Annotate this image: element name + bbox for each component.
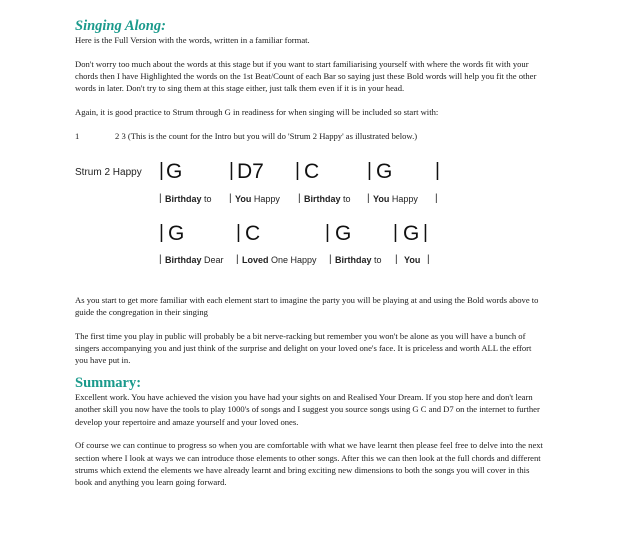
- chord: C: [304, 159, 320, 183]
- strum-chart: [75, 146, 545, 294]
- lyric: Birthday to: [335, 254, 382, 265]
- bar-line: |: [159, 159, 164, 181]
- chord: G: [168, 221, 185, 245]
- chord: G: [335, 221, 352, 245]
- lyric-bar: |: [229, 192, 232, 204]
- summary-heading: Summary:: [75, 375, 142, 392]
- lyric-bar: |: [159, 192, 162, 204]
- intro-text: Here is the Full Version with the words, written in a familiar format.: [75, 35, 310, 45]
- bar-line: |: [367, 159, 372, 181]
- bar-line: |: [423, 221, 428, 243]
- lyric: Birthday Dear: [165, 254, 224, 265]
- singing-paragraph-2: Again, it is good practice to Strum through G in readiness for when singing will be included so start with:: [75, 106, 439, 117]
- page: [75, 18, 545, 488]
- lyric: You Happy: [235, 193, 280, 204]
- lyric-bar: |: [367, 192, 370, 204]
- chord: C: [245, 221, 261, 245]
- chord: G: [376, 159, 393, 183]
- bar-line: |: [229, 159, 234, 181]
- bar-line: |: [236, 221, 241, 243]
- after-chart-paragraph-1: As you start to get more familiar with each element start to imagine the party you will be playing at and using the Bold words above to guide the congregation in their singing: [75, 294, 539, 317]
- after-chart-paragraph-2: The first time you play in public will probably be a bit nerve-racking but remember you won't be alone as you will have a bunch of singers accompanying you and just think of the surprise and delight on your loved one's face. It is priceless and worth ALL the effort you have put in.: [75, 330, 532, 366]
- lyric-bar: |: [395, 253, 398, 265]
- lyric-bar: |: [435, 192, 438, 204]
- singing-along-heading: Singing Along:: [75, 18, 166, 34]
- bar-line: |: [393, 221, 398, 243]
- count-text: 2 3 (This is the count for the Intro but you will do 'Strum 2 Happy' as illustrated below.): [115, 130, 418, 141]
- count-number: 1: [75, 130, 80, 141]
- chord: G: [166, 159, 183, 183]
- bar-line: |: [325, 221, 330, 243]
- lyric: Birthday to: [165, 193, 212, 204]
- singing-paragraph-1: Don't worry too much about the words at this stage but if you want to start familiarising yourself with where the words fit with your chords then I have Highlighted the words on the 1st Beat/Count of each Bar so saying just these Bold words will help you fit the other words in later. Don't try to sing them at this stage either, just talk them even if it is in your head.: [75, 58, 537, 94]
- lyric: Loved One Happy: [242, 254, 317, 265]
- bar-line: |: [295, 159, 300, 181]
- summary-paragraph-2: Of course we can continue to progress so when you are comfortable with what we have learnt then please feel free to delve into the next section where I look at ways we can introduce those elements to other songs. After this we can then look at the full chords and different strums which extend the elements we have already learnt and bring exciting new dimensions to both the songs you will cover in this book and anything you learn going forward.: [75, 440, 543, 487]
- chord: D7: [237, 159, 264, 183]
- lyric-bar: |: [236, 253, 239, 265]
- summary-paragraph-1: Excellent work. You have achieved the vision you have had your sights on and Realised Your Dream. If you stop here and don't learn another skill you now have the tools to play 1000's of songs and I suggest you source songs using G C and D7 on the internet to further develop your repertoire and amaze yourself and your loved ones.: [75, 392, 540, 427]
- count-line: [75, 130, 545, 142]
- lyric-bar: |: [298, 192, 301, 204]
- bar-line: |: [435, 159, 440, 181]
- lyric: You: [404, 254, 421, 265]
- chord: G: [403, 221, 420, 245]
- lyric-bar: |: [329, 253, 332, 265]
- lyric: Birthday to: [304, 193, 351, 204]
- lyric-bar: |: [427, 253, 430, 265]
- lyric-bar: |: [159, 253, 162, 265]
- bar-line: |: [159, 221, 164, 243]
- strum-label: Strum 2 Happy: [75, 166, 142, 178]
- lyric: You Happy: [373, 193, 418, 204]
